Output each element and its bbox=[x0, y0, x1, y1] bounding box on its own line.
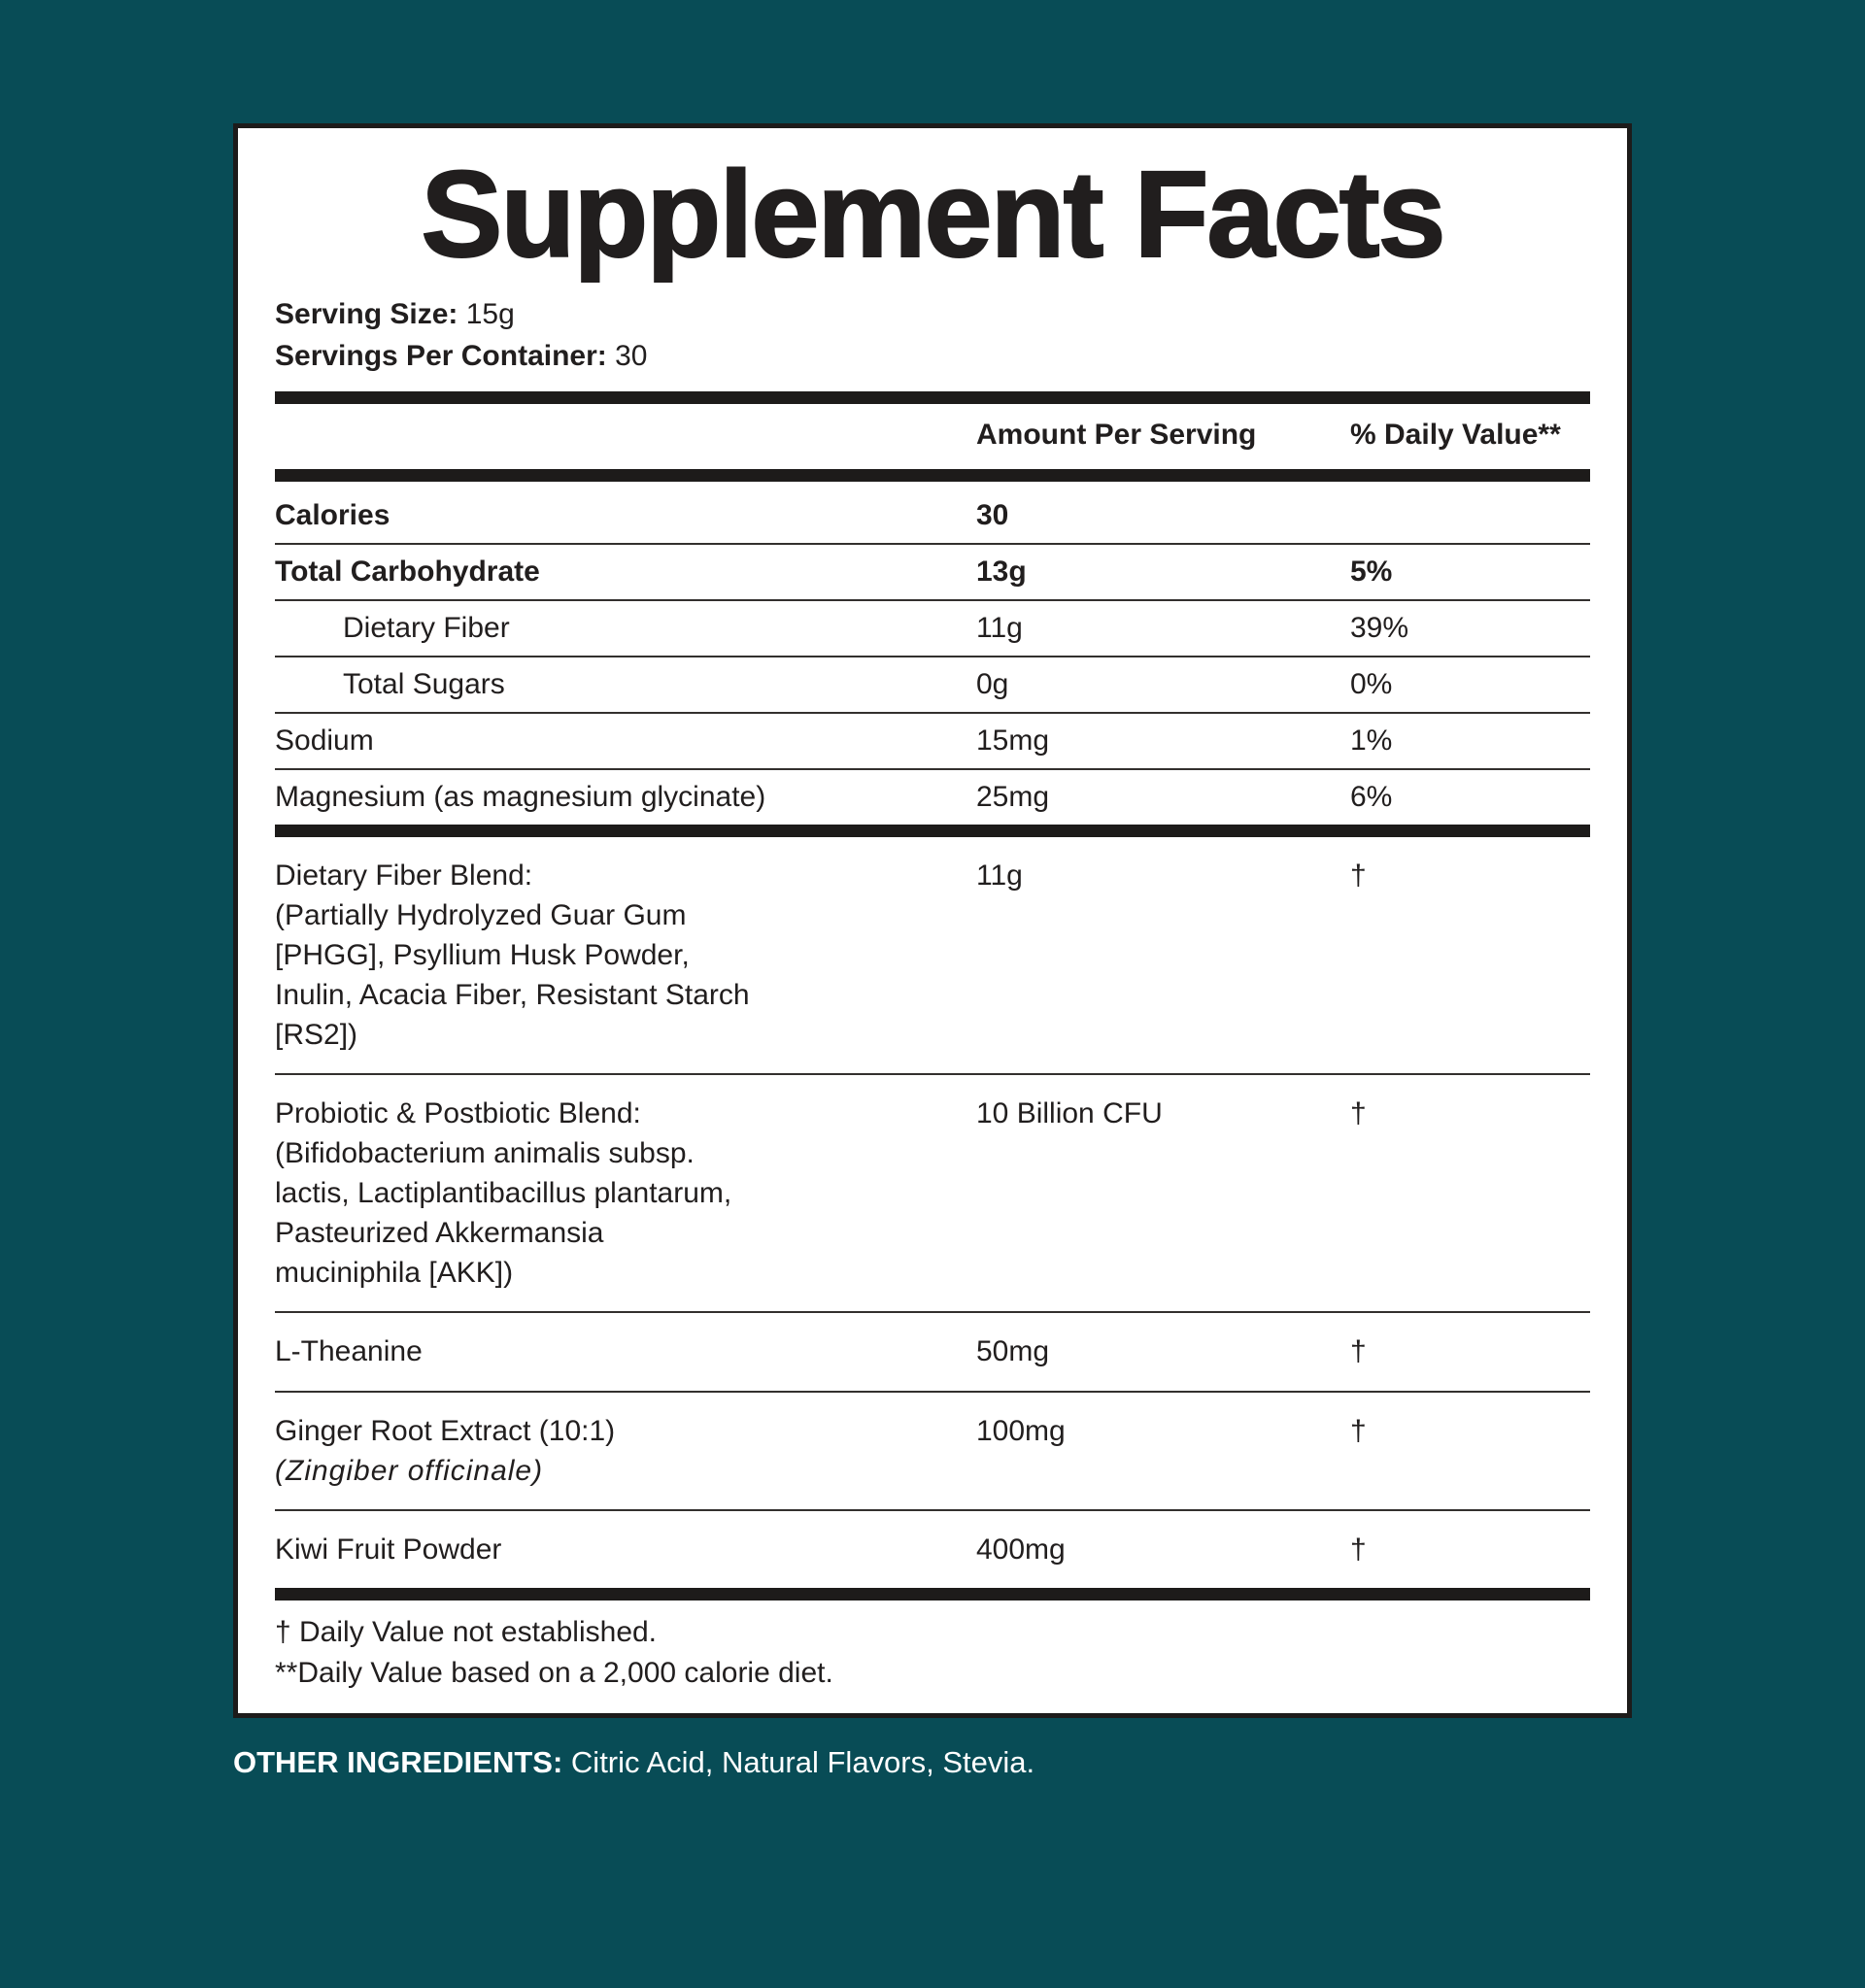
divider-bar-bottom bbox=[275, 1588, 1590, 1601]
nutrient-name: Sodium bbox=[275, 724, 374, 757]
servings-per-container-value: 30 bbox=[615, 340, 648, 373]
daily-value-cell: † bbox=[1350, 1414, 1367, 1447]
nutrient-name: Dietary Fiber bbox=[343, 611, 510, 644]
nutrient-row-total-carbohydrate bbox=[275, 543, 1590, 599]
ingredient-name: L-Theanine bbox=[275, 1335, 423, 1368]
ingredient-detail-line: lactis, Lactiplantibacillus plantarum, bbox=[275, 1177, 732, 1210]
nutrient-name: Total Sugars bbox=[343, 667, 505, 700]
other-ingredients-line bbox=[233, 1745, 1865, 1780]
nutrient-table bbox=[275, 482, 1590, 825]
amount-cell: 15mg bbox=[976, 724, 1050, 757]
divider-bar-top bbox=[275, 391, 1590, 404]
header-percent-daily-value: % Daily Value** bbox=[1350, 418, 1561, 451]
nutrient-row-sodium bbox=[275, 712, 1590, 768]
nutrient-row-dietary-fiber bbox=[275, 599, 1590, 656]
ingredient-row-ginger-root-extract bbox=[275, 1391, 1590, 1509]
amount-cell: 400mg bbox=[976, 1533, 1066, 1566]
amount-cell: 11g bbox=[976, 859, 1023, 892]
daily-value-cell: 5% bbox=[1350, 555, 1393, 588]
other-ingredients-value: Citric Acid, Natural Flavors, Stevia. bbox=[570, 1744, 1035, 1779]
table-header-row bbox=[275, 404, 1590, 469]
footnote-2000-calorie-diet: **Daily Value based on a 2,000 calorie diet. bbox=[275, 1656, 833, 1689]
nutrient-name: Calories bbox=[275, 498, 390, 531]
daily-value-cell: 6% bbox=[1350, 780, 1393, 813]
other-ingredients-label: OTHER INGREDIENTS: bbox=[233, 1744, 563, 1779]
daily-value-cell: † bbox=[1350, 1533, 1367, 1566]
amount-cell: 10 Billion CFU bbox=[976, 1097, 1163, 1130]
serving-size-label: Serving Size: bbox=[275, 297, 458, 330]
daily-value-cell: 1% bbox=[1350, 724, 1393, 757]
divider-bar-mid bbox=[275, 825, 1590, 837]
footnotes bbox=[275, 1601, 1590, 1713]
ingredient-latin-name: (Zingiber officinale) bbox=[275, 1454, 544, 1487]
ingredient-table bbox=[275, 837, 1590, 1588]
ingredient-row-kiwi-fruit-powder bbox=[275, 1509, 1590, 1588]
amount-cell: 50mg bbox=[976, 1335, 1050, 1368]
amount-cell: 11g bbox=[976, 611, 1023, 644]
ingredient-detail-line: Inulin, Acacia Fiber, Resistant Starch bbox=[275, 978, 750, 1011]
servings-per-container-label: Servings Per Container: bbox=[275, 340, 607, 373]
panel-title: Supplement Facts bbox=[421, 146, 1444, 283]
amount-cell: 100mg bbox=[976, 1414, 1066, 1447]
daily-value-cell: † bbox=[1350, 1097, 1367, 1130]
amount-cell: 25mg bbox=[976, 780, 1050, 813]
servings-per-container-line bbox=[275, 335, 1590, 378]
ingredient-detail-line: [RS2]) bbox=[275, 1018, 358, 1051]
daily-value-cell: † bbox=[1350, 1335, 1367, 1368]
ingredient-detail-line: (Partially Hydrolyzed Guar Gum bbox=[275, 898, 687, 931]
ingredient-name: Ginger Root Extract (10:1) bbox=[275, 1414, 616, 1447]
amount-cell: 13g bbox=[976, 555, 1027, 588]
ingredient-name: Kiwi Fruit Powder bbox=[275, 1533, 502, 1566]
divider-bar-under-header bbox=[275, 469, 1590, 482]
supplement-facts-panel bbox=[233, 123, 1632, 1718]
amount-cell: 30 bbox=[976, 498, 1009, 531]
serving-size-value: 15g bbox=[465, 297, 515, 330]
ingredient-detail-line: [PHGG], Psyllium Husk Powder, bbox=[275, 938, 690, 971]
daily-value-cell: 39% bbox=[1350, 611, 1409, 644]
nutrient-row-calories bbox=[275, 482, 1590, 543]
serving-size-line bbox=[275, 293, 1590, 336]
serving-info bbox=[275, 293, 1590, 378]
nutrient-name: Total Carbohydrate bbox=[275, 555, 540, 588]
ingredient-row-l-theanine bbox=[275, 1311, 1590, 1390]
ingredient-row-probiotic-postbiotic-blend bbox=[275, 1073, 1590, 1311]
amount-cell: 0g bbox=[976, 667, 1009, 700]
ingredient-detail-line: (Bifidobacterium animalis subsp. bbox=[275, 1137, 695, 1170]
header-amount-per-serving: Amount Per Serving bbox=[976, 418, 1257, 451]
nutrient-row-magnesium bbox=[275, 768, 1590, 825]
ingredient-row-dietary-fiber-blend bbox=[275, 837, 1590, 1073]
footnote-daily-value-not-established: † Daily Value not established. bbox=[275, 1615, 658, 1648]
ingredient-detail-line: muciniphila [AKK]) bbox=[275, 1257, 514, 1290]
daily-value-cell: † bbox=[1350, 859, 1367, 892]
ingredient-name: Probiotic & Postbiotic Blend: bbox=[275, 1097, 641, 1130]
ingredient-detail-line: Pasteurized Akkermansia bbox=[275, 1217, 604, 1250]
nutrient-name: Magnesium (as magnesium glycinate) bbox=[275, 780, 766, 813]
daily-value-cell: 0% bbox=[1350, 667, 1393, 700]
ingredient-name: Dietary Fiber Blend: bbox=[275, 859, 533, 892]
nutrient-row-total-sugars bbox=[275, 656, 1590, 712]
